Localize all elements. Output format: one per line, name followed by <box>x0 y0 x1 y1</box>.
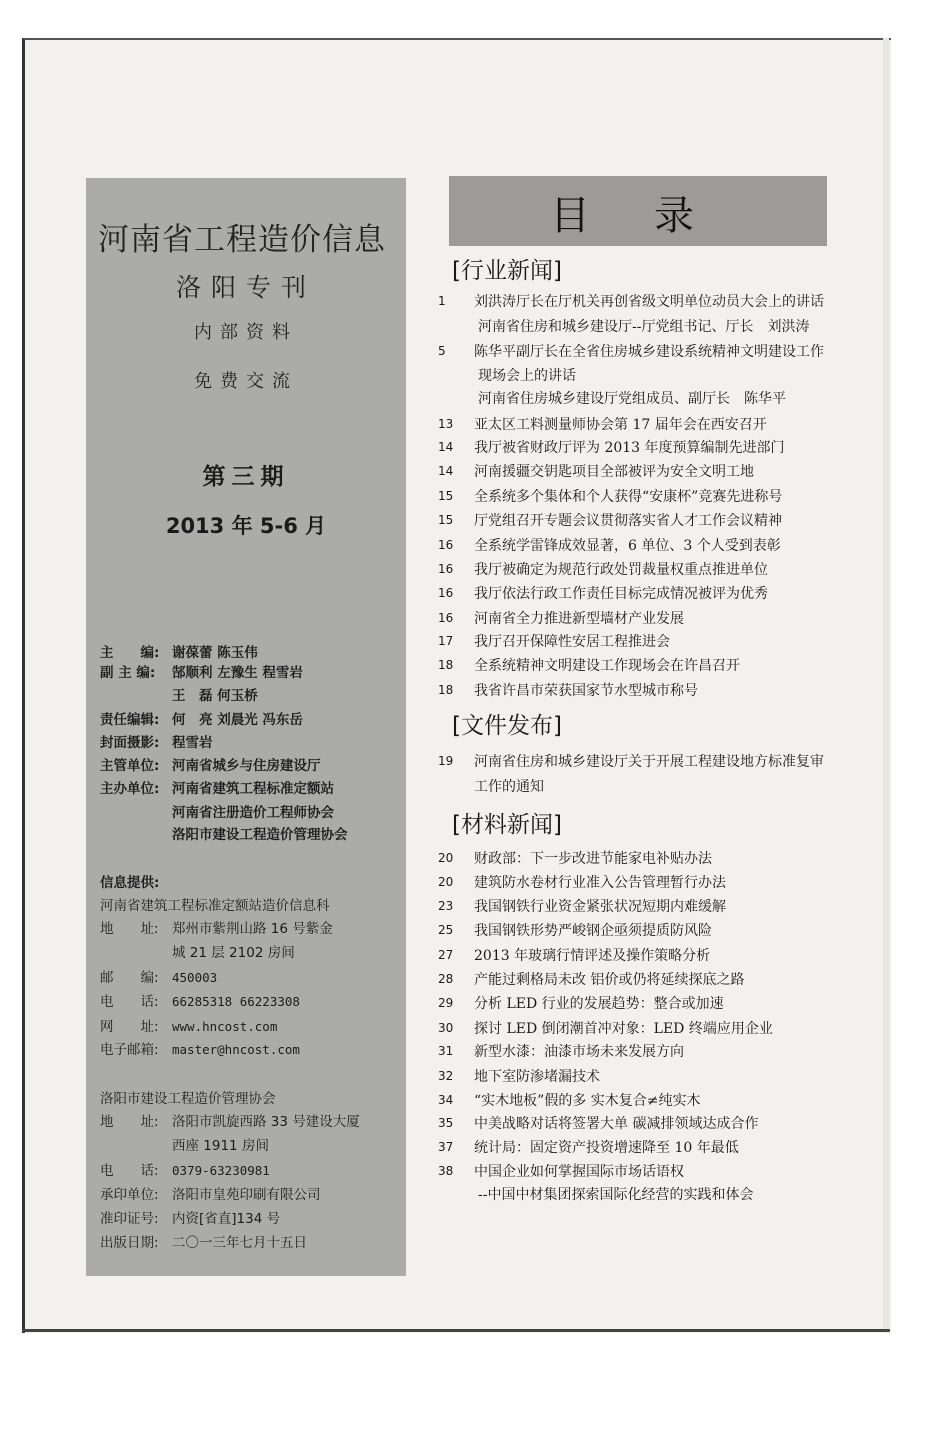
toc-entry-title: 全系统学雷锋成效显著，6 单位、3 个人受到表彰 <box>474 538 781 554</box>
info-provider-heading: 信息提供: <box>100 875 160 891</box>
provider-tel-row <box>100 990 300 1010</box>
address-value-2: 西座 1911 房间 <box>172 1138 269 1154</box>
toc-page-number: 28 <box>438 972 454 986</box>
toc-page-number: 16 <box>438 586 454 600</box>
credit-value: 郜顺利 左豫生 程雪岩 <box>172 665 303 681</box>
toc-page-number: 32 <box>438 1069 454 1083</box>
toc-entry-title: 河南援疆交钥匙项目全部被评为安全文明工地 <box>474 464 754 480</box>
toc-page-number: 30 <box>438 1021 454 1035</box>
toc-entry-title: 建筑防水卷材行业准入公告管理暂行办法 <box>474 875 726 891</box>
zip-label: 邮 编: <box>100 970 159 986</box>
credit-value: 洛阳市建设工程造价管理协会 <box>172 827 348 843</box>
email-label: 电子邮箱: <box>100 1042 159 1058</box>
toc-page-number: 37 <box>438 1140 454 1154</box>
toc-entry-title: 厅党组召开专题会议贯彻落实省人才工作会议精神 <box>474 513 782 529</box>
pubdate-label: 出版日期: <box>100 1235 159 1251</box>
toc-entry-title: 我厅被省财政厅评为 2013 年度预算编制先进部门 <box>474 440 785 456</box>
toc-section-heading: [文件发布] <box>452 713 562 739</box>
printer-value: 洛阳市皇苑印刷有限公司 <box>172 1187 321 1203</box>
address-value: 洛阳市凯旋西路 33 号建设大厦 <box>172 1114 360 1130</box>
tel-value: 0379-63230981 <box>172 1163 270 1178</box>
printer-label: 承印单位: <box>100 1187 159 1203</box>
pubdate-value: 二〇一三年七月十五日 <box>172 1235 307 1251</box>
toc-entry-title: 2013 年玻璃行情评述及操作策略分析 <box>474 948 711 964</box>
toc-page-number: 35 <box>438 1116 454 1130</box>
toc-page-number: 29 <box>438 996 454 1010</box>
toc-page-number: 13 <box>438 417 454 431</box>
toc-entry-title: 分析 LED 行业的发展趋势：整合或加速 <box>474 996 724 1012</box>
edition-name: 洛阳专刊 <box>175 273 316 302</box>
toc-entry-title: 现场会上的讲话 <box>478 368 576 384</box>
credit-row <box>100 731 213 751</box>
toc-entry-title: 河南省住房和城乡建设厅--厅党组书记、厅长 刘洪涛 <box>478 319 810 335</box>
toc-entry-title: --中国中材集团探索国际化经营的实践和体会 <box>478 1187 754 1203</box>
assoc-tel-row <box>100 1159 270 1179</box>
toc-entry-title: 探讨 LED 倒闭潮首冲对象：LED 终端应用企业 <box>474 1021 773 1037</box>
address-label: 地 址: <box>100 921 159 937</box>
toc-page-number: 14 <box>438 464 454 478</box>
address-value: 郑州市紫荆山路 16 号紫金 <box>172 921 333 937</box>
toc-page-number: 19 <box>438 754 454 768</box>
toc-entry-title: 河南省全力推进新型墙材产业发展 <box>474 611 684 627</box>
address-label: 地 址: <box>100 1114 159 1130</box>
credit-label: 副 主 编: <box>100 665 156 681</box>
toc-section-heading: [材料新闻] <box>452 812 562 838</box>
credit-label: 主管单位: <box>100 758 160 774</box>
toc-entry-title: 财政部：下一步改进节能家电补贴办法 <box>474 851 712 867</box>
credit-row <box>100 801 334 821</box>
page-bottom-edge <box>22 1329 890 1332</box>
web-value: www.hncost.com <box>172 1019 278 1034</box>
credit-label: 封面摄影: <box>100 735 160 751</box>
tel-label: 电 话: <box>100 1163 159 1179</box>
toc-page-number: 17 <box>438 634 454 648</box>
toc-entry-title: 全系统多个集体和个人获得“安康杯”竞赛先进称号 <box>474 489 783 505</box>
toc-page-number: 34 <box>438 1093 454 1107</box>
toc-entry-title: 产能过剩格局未改 铝价或仍将延续探底之路 <box>474 972 745 988</box>
credit-value: 谢葆蕾 陈玉伟 <box>172 645 258 661</box>
toc-page-number: 38 <box>438 1164 454 1178</box>
toc-entry-title: 统计局：固定资产投资增速降至 10 年最低 <box>474 1140 739 1156</box>
tel-value: 66285318 66223308 <box>172 994 300 1009</box>
toc-entry-title: 全系统精神文明建设工作现场会在许昌召开 <box>474 658 740 674</box>
credit-row <box>100 684 258 704</box>
toc-entry-title: “实木地板”假的多 实木复合≠纯实木 <box>474 1093 701 1109</box>
toc-page-number: 20 <box>438 851 454 865</box>
credit-row <box>100 823 348 843</box>
toc-entry-title: 刘洪涛厅长在厅机关再创省级文明单位动员大会上的讲话 <box>474 294 824 310</box>
tel-label: 电 话: <box>100 994 159 1010</box>
toc-page-number: 27 <box>438 948 454 962</box>
credit-value: 王 磊 何玉桥 <box>172 688 258 704</box>
address-value-2: 城 21 层 2102 房间 <box>172 945 295 961</box>
credit-value: 程雪岩 <box>172 735 213 751</box>
toc-page-number: 15 <box>438 513 454 527</box>
zip-value: 450003 <box>172 970 218 985</box>
credit-row <box>100 661 303 681</box>
toc-page-number: 15 <box>438 489 454 503</box>
credit-value: 河南省城乡与住房建设厅 <box>172 758 321 774</box>
permit-label: 准印证号: <box>100 1211 159 1227</box>
info-provider-org: 河南省建筑工程标准定额站造价信息科 <box>100 898 330 914</box>
toc-entry-title: 我厅依法行政工作责任目标完成情况被评为优秀 <box>474 586 768 602</box>
toc-page-number: 18 <box>438 658 454 672</box>
toc-page-number: 1 <box>438 294 446 308</box>
toc-page-number: 14 <box>438 440 454 454</box>
toc-page-number: 25 <box>438 923 454 937</box>
provider-zip-row <box>100 966 217 986</box>
credit-label: 责任编辑: <box>100 712 160 728</box>
toc-page-number: 5 <box>438 344 446 358</box>
provider-web-row <box>100 1015 277 1035</box>
credit-row <box>100 754 321 774</box>
credit-row <box>100 641 258 661</box>
page-edge <box>883 38 889 1331</box>
permit-value: 内资[省直]134 号 <box>172 1211 281 1227</box>
toc-entry-title: 我厅召开保障性安居工程推进会 <box>474 634 670 650</box>
toc-title: 目录 <box>550 193 758 239</box>
toc-page-number: 31 <box>438 1044 454 1058</box>
pubdate-row <box>100 1231 307 1251</box>
toc-page-number: 16 <box>438 611 454 625</box>
issue-number: 第三期 <box>202 464 290 490</box>
credit-label: 主 编: <box>100 645 160 661</box>
credit-value: 河南省建筑工程标准定额站 <box>172 781 334 797</box>
credit-label: 主办单位: <box>100 781 160 797</box>
permit-row <box>100 1207 280 1227</box>
toc-page-number: 20 <box>438 875 454 889</box>
email-value: master@hncost.com <box>172 1042 300 1057</box>
toc-entry-title: 工作的通知 <box>474 779 544 795</box>
toc-page-number: 16 <box>438 562 454 576</box>
credit-value: 何 亮 刘晨光 冯东岳 <box>172 712 303 728</box>
toc-page-number: 23 <box>438 899 454 913</box>
toc-entry-title: 新型水漆：油漆市场未来发展方向 <box>474 1044 684 1060</box>
issue-date: 2013 年 5-6 月 <box>165 514 327 538</box>
notice-internal: 内部资料 <box>194 322 298 343</box>
toc-page-number: 18 <box>438 683 454 697</box>
credit-row <box>100 708 303 728</box>
web-label: 网 址: <box>100 1019 159 1035</box>
toc-entry-title: 我省许昌市荣获国家节水型城市称号 <box>474 683 698 699</box>
toc-entry-title: 我国钢铁形势严峻钢企亟须提质防风险 <box>474 923 712 939</box>
toc-entry-title: 中国企业如何掌握国际市场话语权 <box>474 1164 684 1180</box>
toc-section-heading: [行业新闻] <box>452 258 562 284</box>
printer-row <box>100 1183 321 1203</box>
assoc-address-row <box>100 1110 360 1130</box>
credit-row <box>100 777 334 797</box>
publication-title: 河南省工程造价信息 <box>98 222 386 258</box>
provider-address-row-2 <box>100 941 295 961</box>
assoc-org: 洛阳市建设工程造价管理协会 <box>100 1091 276 1107</box>
toc-entry-title: 我国钢铁行业资金紧张状况短期内难缓解 <box>474 899 726 915</box>
toc-entry-title: 中美战略对话将签署大单 碳减排领域达成合作 <box>474 1116 759 1132</box>
toc-entry-title: 河南省住房城乡建设厅党组成员、副厅长 陈华平 <box>478 391 786 407</box>
credit-value: 河南省注册造价工程师协会 <box>172 805 334 821</box>
provider-address-row <box>100 917 333 937</box>
toc-entry-title: 河南省住房和城乡建设厅关于开展工程建设地方标准复审 <box>474 754 824 770</box>
provider-email-row <box>100 1038 300 1058</box>
assoc-address-row-2 <box>100 1134 269 1154</box>
toc-entry-title: 地下室防渗堵漏技术 <box>474 1069 600 1085</box>
toc-entry-title: 陈华平副厅长在全省住房城乡建设系统精神文明建设工作 <box>474 344 824 360</box>
toc-page-number: 16 <box>438 538 454 552</box>
toc-entry-title: 亚太区工料测量师协会第 17 届年会在西安召开 <box>474 417 767 433</box>
notice-free: 免费交流 <box>194 371 298 392</box>
toc-entry-title: 我厅被确定为规范行政处罚裁量权重点推进单位 <box>474 562 768 578</box>
